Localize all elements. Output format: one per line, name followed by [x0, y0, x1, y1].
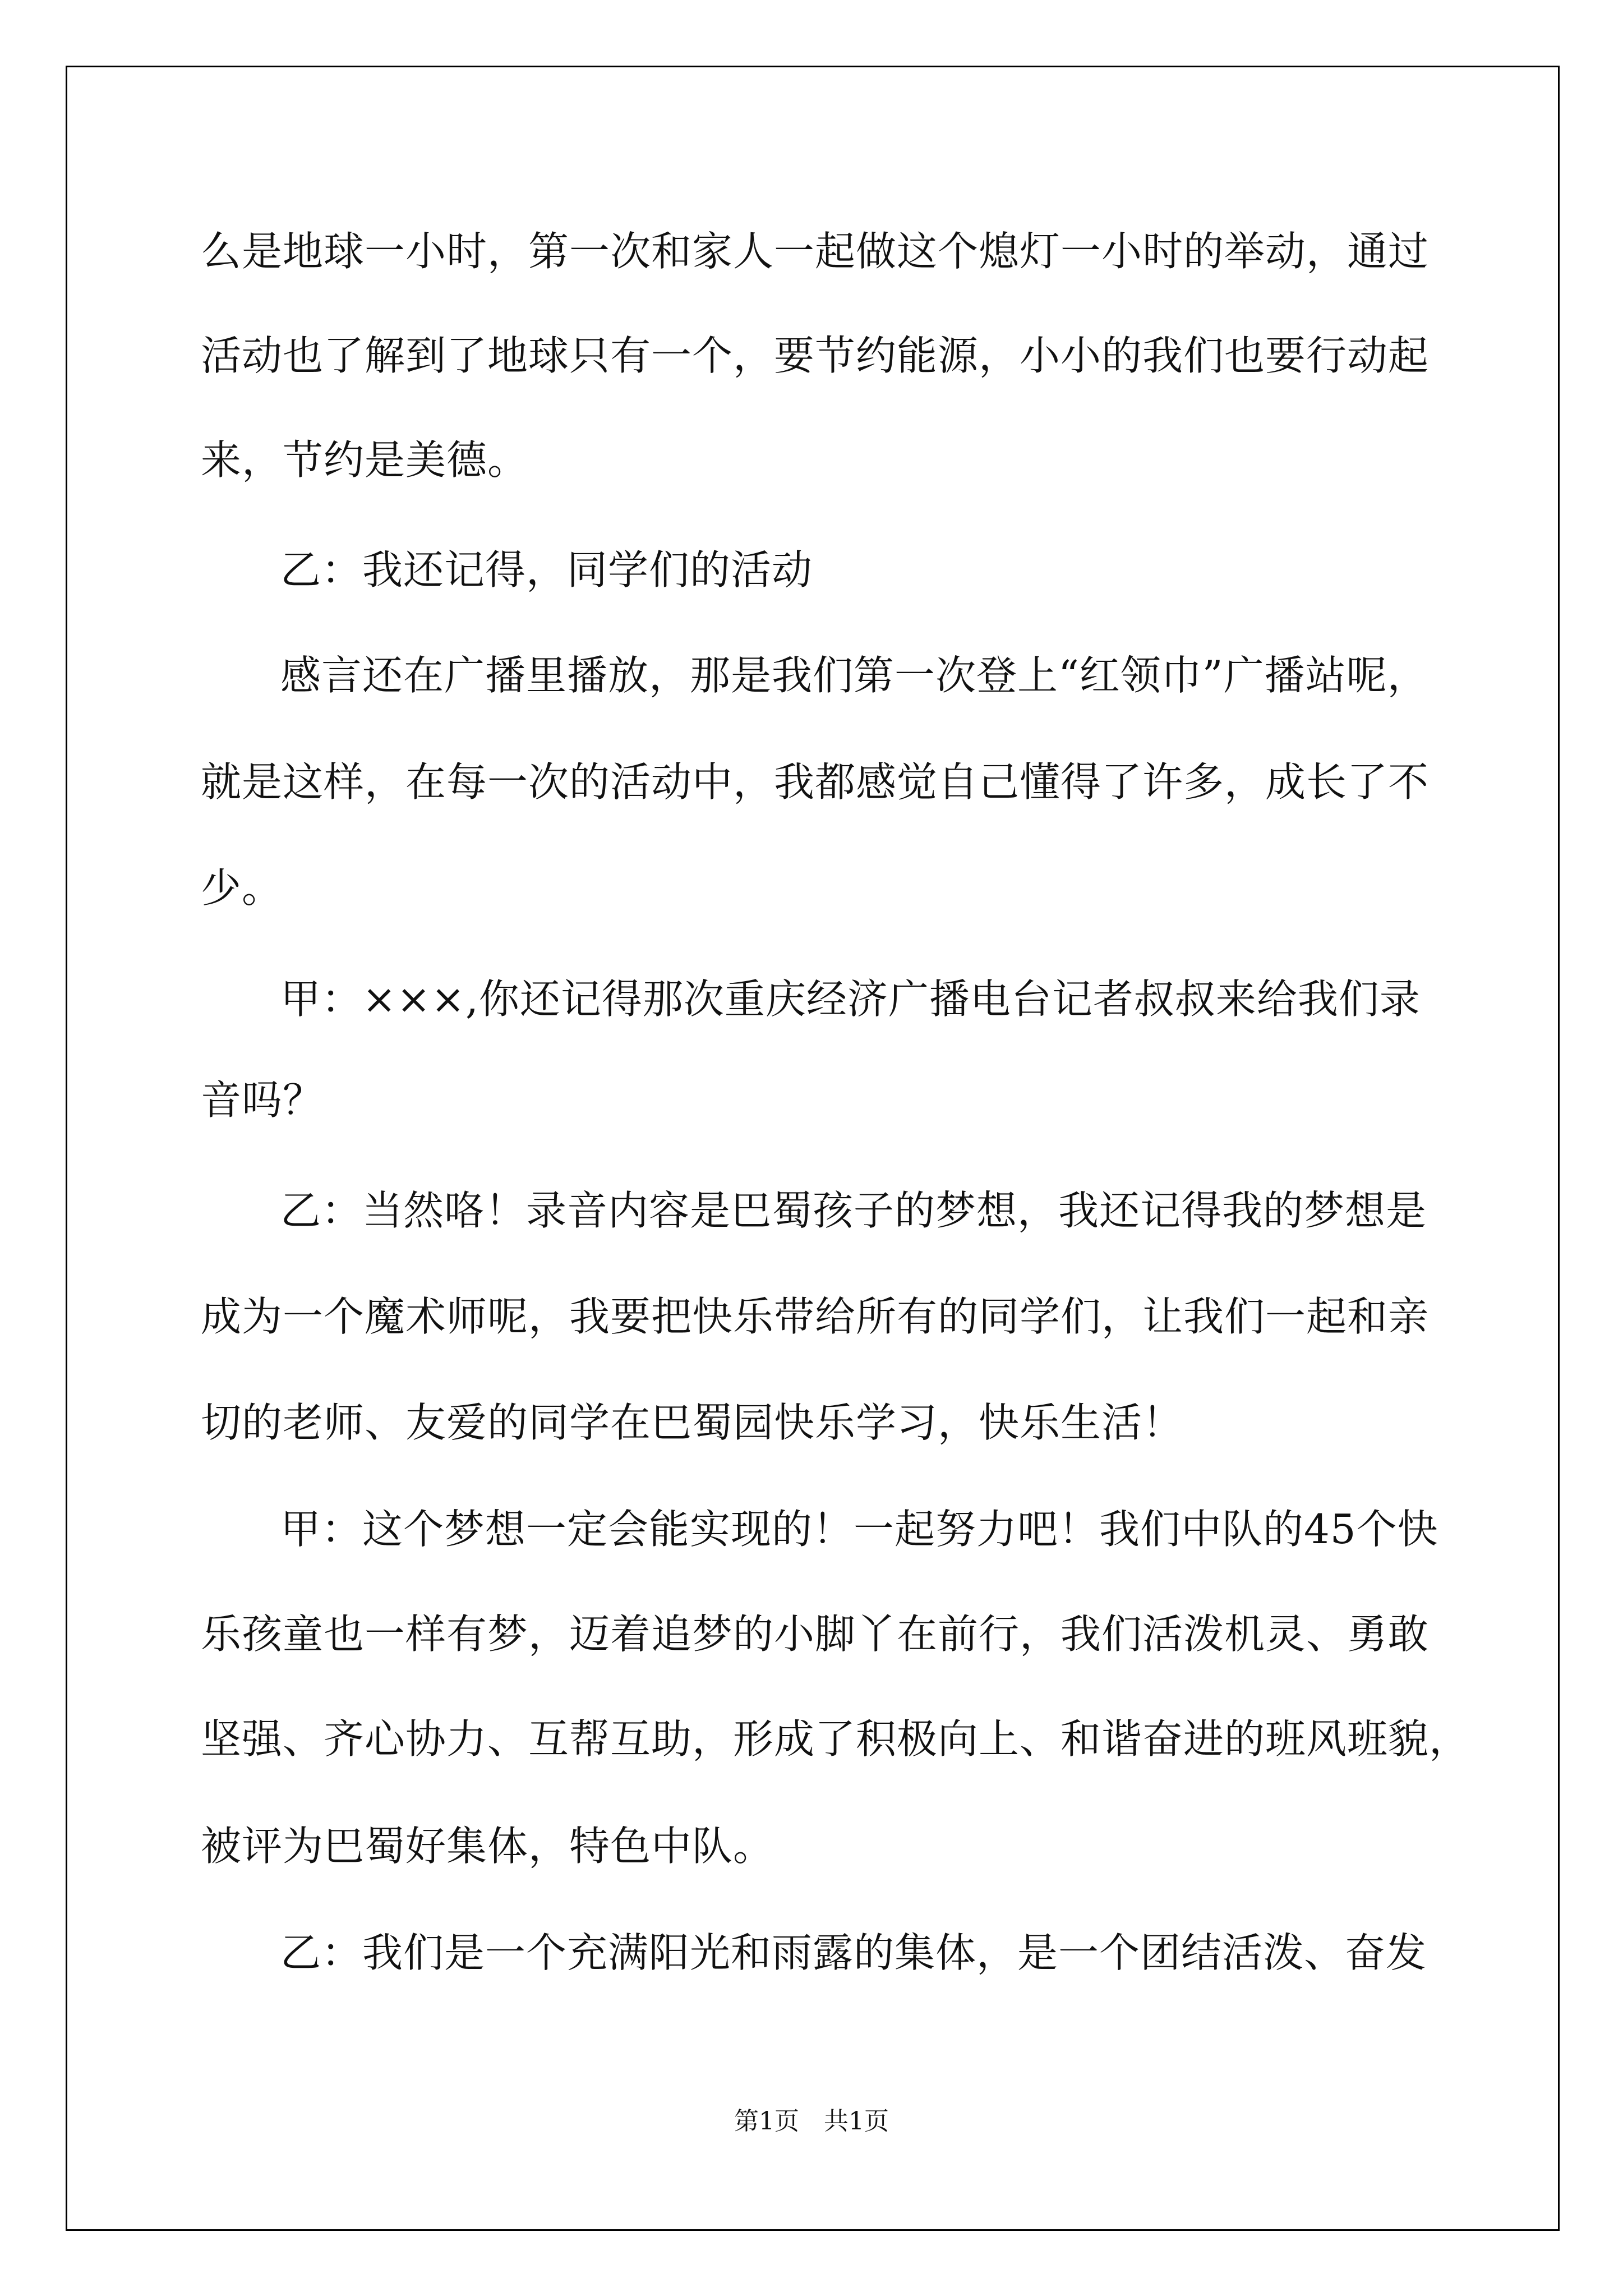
text-line: 乙：当然咯！录音内容是巴蜀孩子的梦想，我还记得我的梦想是 — [280, 1187, 1427, 1234]
text-line: 就是这样，在每一次的活动中，我都感觉自己懂得了许多，成长了不 — [201, 758, 1430, 806]
text-line: 成为一个魔术师呢，我要把快乐带给所有的同学们，让我们一起和亲 — [201, 1293, 1430, 1340]
text-line: 来，节约是美德。 — [201, 436, 529, 484]
text-line: 乙：我还记得，同学们的活动 — [280, 546, 813, 593]
text-line: 乐孩童也一样有梦，迈着追梦的小脚丫在前行，我们活泼机灵、勇敢 — [201, 1611, 1430, 1658]
text-line: 少。 — [201, 864, 283, 912]
text-line: 坚强、齐心协力、互帮互助，形成了积极向上、和谐奋进的班风班貌， — [201, 1715, 1470, 1763]
text-line: 乙：我们是一个充满阳光和雨露的集体，是一个团结活泼、奋发 — [280, 1929, 1427, 1976]
text-line: 切的老师、友爱的同学在巴蜀园快乐学习，快乐生活！ — [201, 1399, 1184, 1446]
text-line: 么是地球一小时，第一次和家人一起做这个熄灯一小时的举动，通过 — [201, 228, 1430, 275]
page-number: 第1页 共1页 — [734, 2107, 889, 2136]
text-line: 甲：这个梦想一定会能实现的！一起努力吧！我们中队的45个快 — [280, 1506, 1438, 1553]
text-line: 活动也了解到了地球只有一个，要节约能源，小小的我们也要行动起 — [201, 332, 1430, 379]
text-line: 音吗？ — [201, 1076, 324, 1124]
text-line: 被评为巴蜀好集体，特色中队。 — [201, 1823, 774, 1870]
page-border — [66, 66, 1560, 2231]
text-line: 感言还在广播里播放，那是我们第一次登上“红领巾”广播站呢， — [280, 652, 1428, 699]
text-line: 甲：×××,你还记得那次重庆经济广播电台记者叔叔来给我们录 — [280, 976, 1421, 1023]
